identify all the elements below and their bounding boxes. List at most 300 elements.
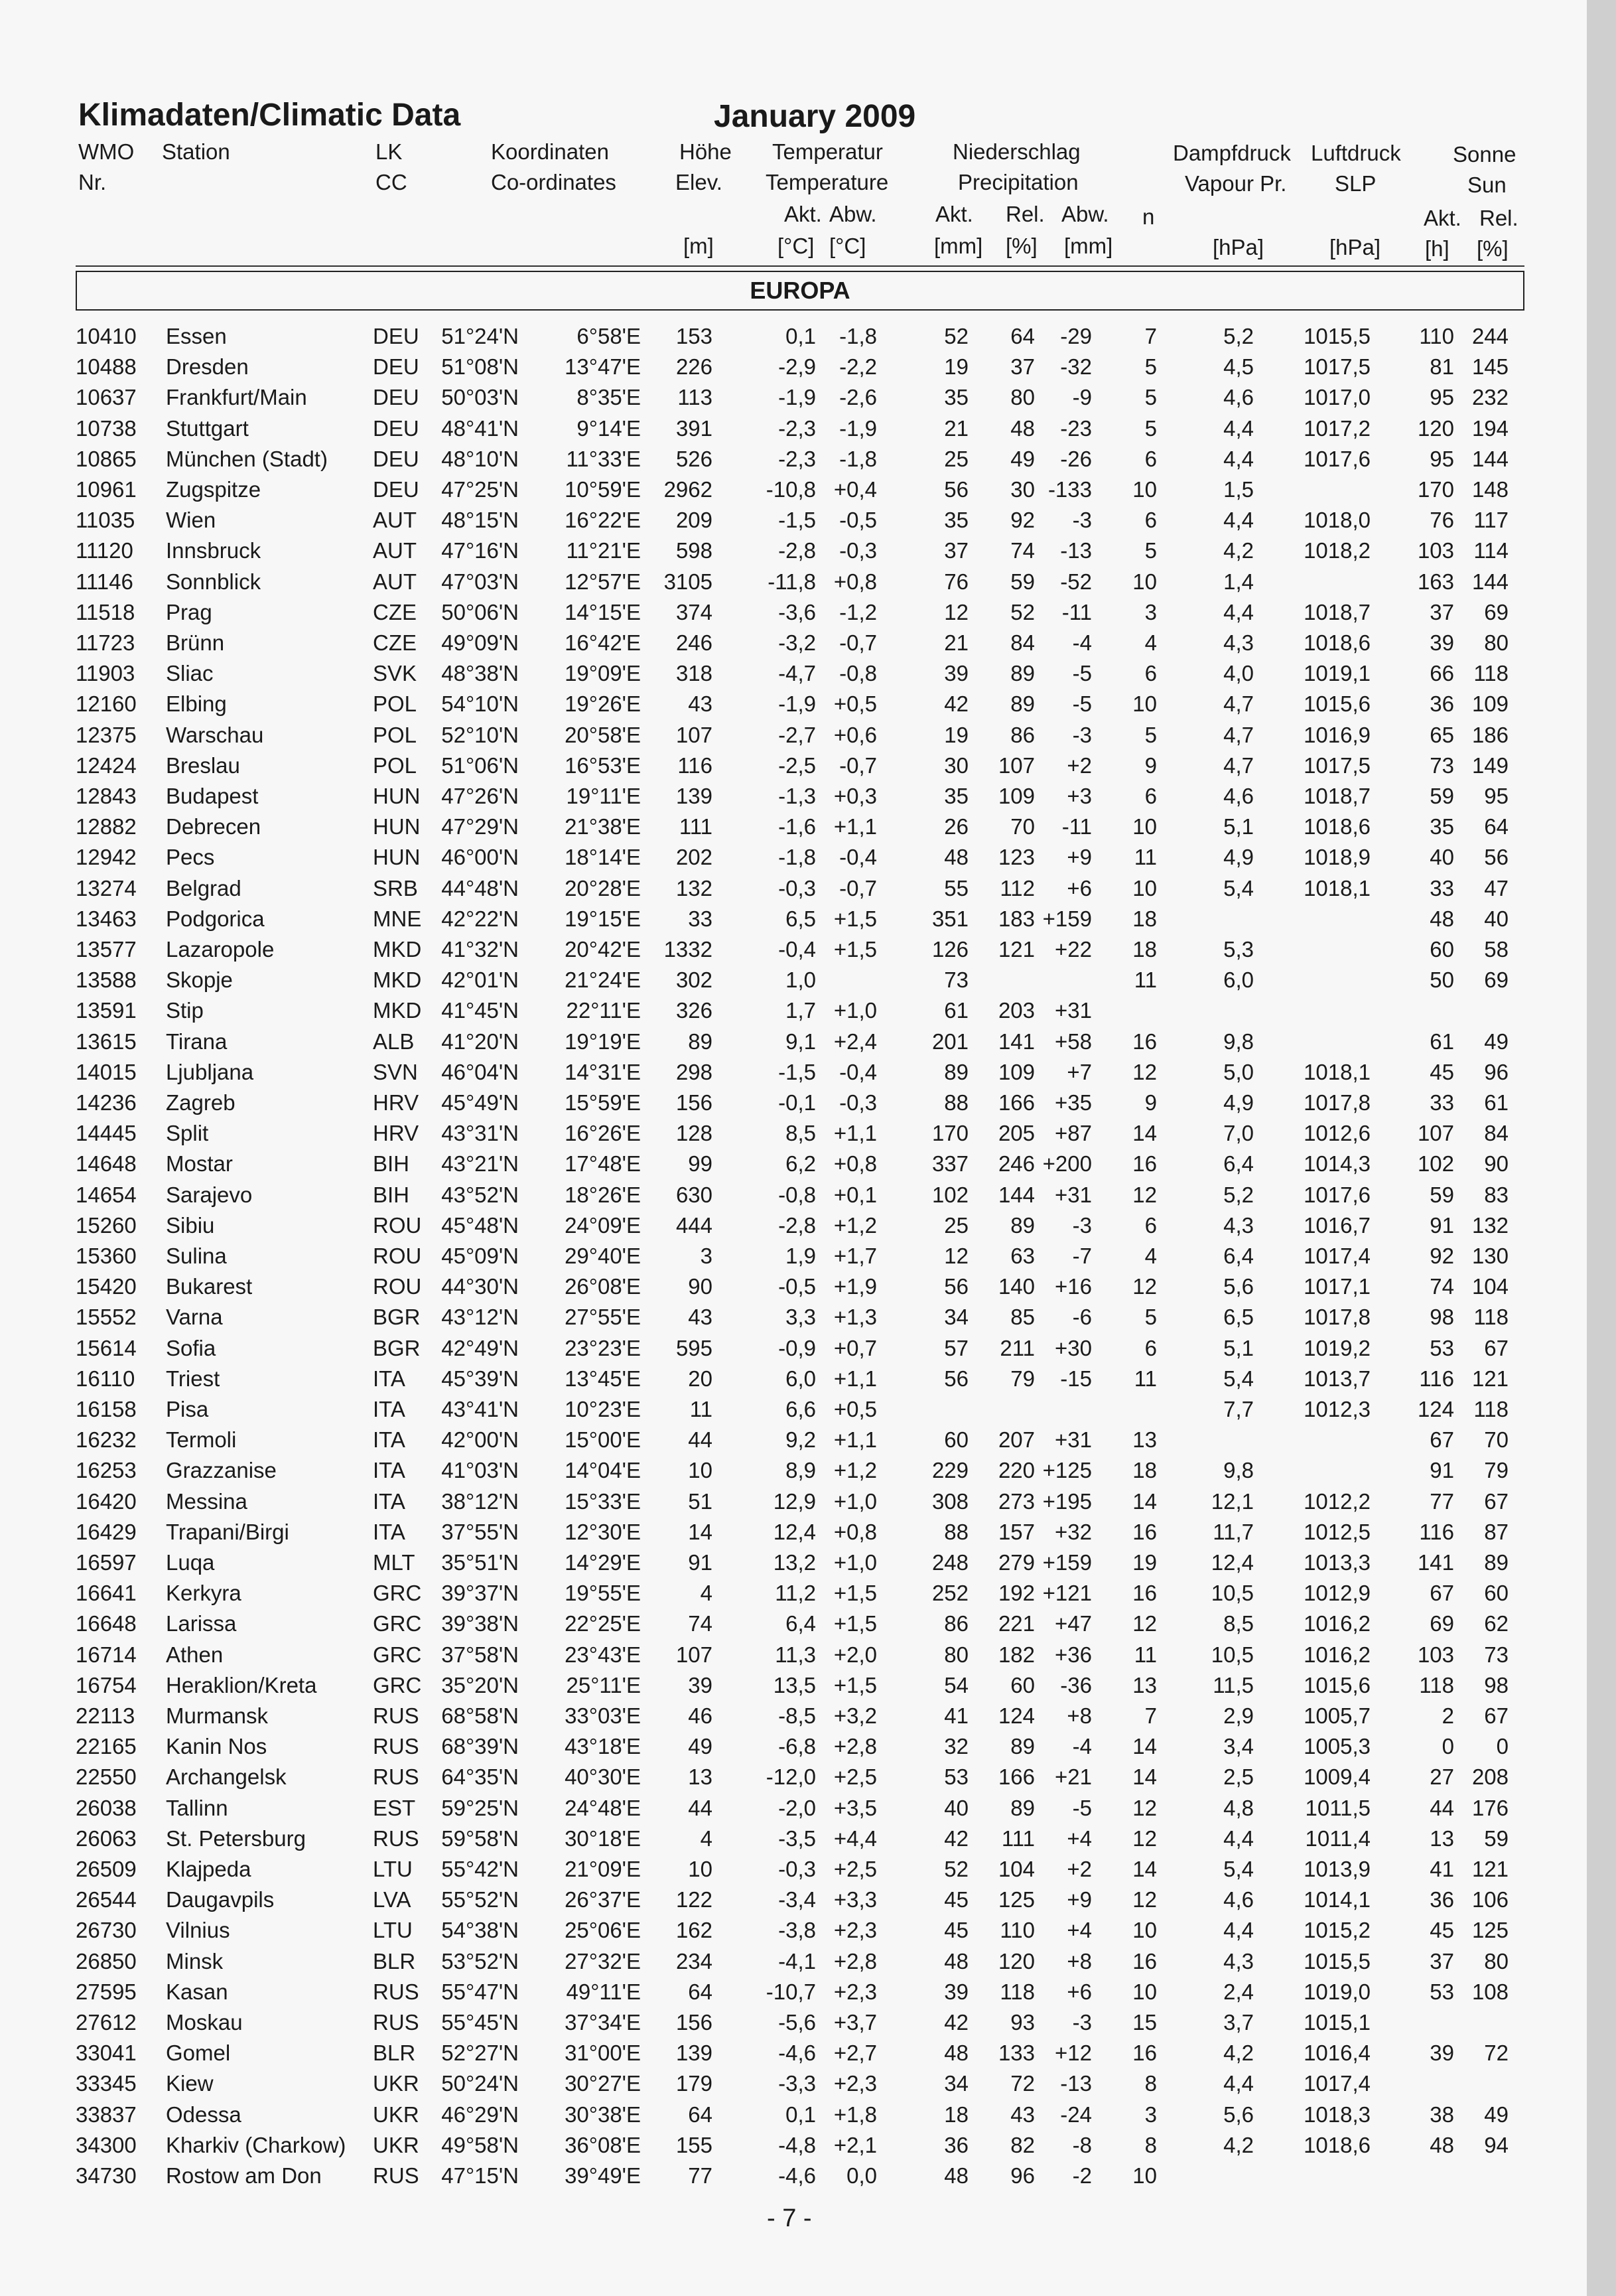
vapour-pr-cell: 4,3 bbox=[1223, 630, 1254, 655]
vapour-pr-cell: 5,6 bbox=[1223, 1274, 1254, 1299]
temp-akt-cell: 12,9 bbox=[773, 1489, 816, 1514]
precip-rel-cell: 104 bbox=[998, 1857, 1035, 1881]
vapour-pr-cell: 4,6 bbox=[1223, 784, 1254, 808]
slp-cell: 1015,1 bbox=[1304, 2010, 1371, 2035]
wmo-number-cell: 16754 bbox=[76, 1673, 137, 1697]
elevation-cell: 391 bbox=[675, 416, 712, 441]
sun-akt-cell: 77 bbox=[1430, 1489, 1454, 1514]
longitude-cell: 40°30'E bbox=[565, 1764, 641, 1789]
temp-akt-cell: -4,6 bbox=[778, 2163, 816, 2188]
wmo-number-cell: 15420 bbox=[76, 1274, 137, 1299]
table-row bbox=[0, 413, 1587, 444]
precip-rel-cell: 205 bbox=[998, 1121, 1035, 1145]
precip-akt-cell: 53 bbox=[944, 1764, 969, 1789]
country-code-cell: HUN bbox=[373, 814, 421, 839]
table-row bbox=[0, 720, 1587, 751]
sun-rel-cell: 244 bbox=[1471, 324, 1509, 348]
vapour-pr-cell: 5,4 bbox=[1223, 876, 1254, 900]
table-row bbox=[0, 1609, 1587, 1639]
elevation-cell: 234 bbox=[675, 1949, 712, 1973]
slp-cell: 1018,7 bbox=[1304, 784, 1371, 808]
sun-rel-cell: 132 bbox=[1471, 1213, 1509, 1238]
wmo-number-cell: 13588 bbox=[76, 968, 137, 992]
precip-days-cell: 10 bbox=[1132, 814, 1157, 839]
vapour-pr-cell: 9,8 bbox=[1223, 1458, 1254, 1482]
temp-abw-cell: +2,3 bbox=[833, 2071, 877, 2096]
elevation-cell: 226 bbox=[675, 354, 712, 379]
temp-akt-cell: -2,8 bbox=[778, 1213, 816, 1238]
sun-akt-cell: 92 bbox=[1430, 1244, 1454, 1268]
temp-akt-cell: -4,6 bbox=[778, 2041, 816, 2065]
col-nr: Nr. bbox=[78, 170, 107, 194]
country-code-cell: GRC bbox=[373, 1611, 422, 1636]
col-station: Station bbox=[162, 139, 230, 164]
elevation-cell: 91 bbox=[688, 1550, 712, 1575]
precip-days-cell: 13 bbox=[1132, 1673, 1157, 1697]
station-name-cell: Luqa bbox=[166, 1550, 215, 1575]
wmo-number-cell: 15552 bbox=[76, 1305, 137, 1329]
precip-rel-cell: 166 bbox=[998, 1764, 1035, 1789]
precip-abw-cell: -32 bbox=[1060, 354, 1092, 379]
longitude-cell: 20°58'E bbox=[565, 723, 641, 747]
latitude-cell: 37°58'N bbox=[441, 1642, 519, 1667]
precip-akt-cell: 19 bbox=[944, 723, 969, 747]
precip-akt-cell: 19 bbox=[944, 354, 969, 379]
station-name-cell: Ljubljana bbox=[166, 1060, 254, 1084]
vapour-pr-cell: 4,4 bbox=[1223, 1826, 1254, 1851]
temp-abw-cell: +1,1 bbox=[833, 1366, 877, 1391]
station-name-cell: Sibiu bbox=[166, 1213, 215, 1238]
temp-akt-cell: -2,3 bbox=[778, 416, 816, 441]
sun-rel-cell: 56 bbox=[1484, 845, 1509, 869]
wmo-number-cell: 15614 bbox=[76, 1336, 137, 1360]
precip-akt-cell: 30 bbox=[944, 753, 969, 778]
page-title: Klimadaten/Climatic Data bbox=[78, 98, 461, 133]
vapour-pr-cell: 4,4 bbox=[1223, 2071, 1254, 2096]
precip-rel-cell: 64 bbox=[1010, 324, 1035, 348]
table-row bbox=[0, 1854, 1587, 1885]
station-name-cell: München (Stadt) bbox=[166, 447, 328, 471]
elevation-cell: 10 bbox=[688, 1458, 712, 1482]
vapour-pr-cell: 10,5 bbox=[1211, 1642, 1254, 1667]
country-code-cell: ITA bbox=[373, 1458, 405, 1482]
longitude-cell: 33°03'E bbox=[565, 1703, 641, 1728]
wmo-number-cell: 12424 bbox=[76, 753, 137, 778]
slp-cell: 1017,0 bbox=[1304, 385, 1371, 409]
sun-akt-cell: 95 bbox=[1430, 385, 1454, 409]
station-name-cell: Minsk bbox=[166, 1949, 224, 1973]
slp-cell: 1012,5 bbox=[1304, 1520, 1371, 1544]
precip-days-cell: 12 bbox=[1132, 1183, 1157, 1207]
elevation-cell: 374 bbox=[675, 600, 712, 624]
precip-akt-cell: 201 bbox=[931, 1029, 969, 1054]
precip-akt-cell: 60 bbox=[944, 1427, 969, 1452]
temp-abw-cell: -1,9 bbox=[839, 416, 877, 441]
wmo-number-cell: 27612 bbox=[76, 2010, 137, 2035]
wmo-number-cell: 33837 bbox=[76, 2102, 137, 2127]
vapour-pr-cell: 4,7 bbox=[1223, 753, 1254, 778]
precip-akt-cell: 32 bbox=[944, 1734, 969, 1758]
country-code-cell: LTU bbox=[373, 1918, 413, 1942]
country-code-cell: HUN bbox=[373, 845, 421, 869]
vapour-pr-cell: 6,0 bbox=[1223, 968, 1254, 992]
precip-akt-cell: 55 bbox=[944, 876, 969, 900]
precip-days-cell: 7 bbox=[1144, 1703, 1157, 1728]
precip-days-cell: 16 bbox=[1132, 1949, 1157, 1973]
precip-akt-cell: 21 bbox=[944, 416, 969, 441]
vapour-pr-cell: 11,7 bbox=[1213, 1520, 1254, 1544]
precip-days-cell: 10 bbox=[1132, 1979, 1157, 2004]
longitude-cell: 13°45'E bbox=[565, 1366, 641, 1391]
slp-cell: 1005,3 bbox=[1304, 1734, 1371, 1758]
station-name-cell: Kerkyra bbox=[166, 1581, 241, 1605]
table-row bbox=[0, 1731, 1587, 1762]
country-code-cell: ROU bbox=[373, 1213, 422, 1238]
wmo-number-cell: 13463 bbox=[76, 906, 137, 931]
temp-abw-cell: +1,1 bbox=[833, 1427, 877, 1452]
temp-akt-cell: -3,5 bbox=[778, 1826, 816, 1851]
elevation-cell: 139 bbox=[675, 2041, 712, 2065]
precip-rel-cell: 110 bbox=[1000, 1918, 1035, 1942]
temp-akt-cell: -2,0 bbox=[778, 1796, 816, 1820]
table-row bbox=[0, 1333, 1587, 1364]
sun-rel-cell: 149 bbox=[1471, 753, 1509, 778]
sun-akt-cell: 36 bbox=[1430, 691, 1454, 716]
precip-akt-cell: 21 bbox=[944, 630, 969, 655]
vapour-pr-cell: 9,8 bbox=[1223, 1029, 1254, 1054]
latitude-cell: 35°20'N bbox=[441, 1673, 519, 1697]
temp-akt-cell: -0,3 bbox=[778, 876, 816, 900]
slp-cell: 1018,7 bbox=[1304, 600, 1371, 624]
sun-rel-cell: 0 bbox=[1496, 1734, 1509, 1758]
precip-rel-cell: 120 bbox=[998, 1949, 1035, 1973]
precip-abw-cell: +6 bbox=[1067, 876, 1092, 900]
country-code-cell: CZE bbox=[373, 630, 417, 655]
col-temp-akt: Akt. bbox=[784, 202, 822, 226]
temp-abw-cell: -2,6 bbox=[839, 385, 877, 409]
station-name-cell: Belgrad bbox=[166, 876, 241, 900]
elevation-cell: 89 bbox=[688, 1029, 712, 1054]
precip-akt-cell: 86 bbox=[944, 1611, 969, 1636]
latitude-cell: 43°31'N bbox=[441, 1121, 519, 1145]
wmo-number-cell: 26038 bbox=[76, 1796, 137, 1820]
temp-akt-cell: 11,3 bbox=[775, 1642, 816, 1667]
sun-rel-cell: 108 bbox=[1471, 1979, 1509, 2004]
precip-days-cell: 16 bbox=[1132, 1151, 1157, 1176]
station-name-cell: Archangelsk bbox=[166, 1764, 287, 1789]
elevation-cell: 156 bbox=[675, 1090, 712, 1115]
country-code-cell: DEU bbox=[373, 324, 419, 348]
precip-days-cell: 18 bbox=[1132, 937, 1157, 962]
precip-abw-cell: -3 bbox=[1072, 1213, 1092, 1238]
country-code-cell: RUS bbox=[373, 2010, 419, 2035]
precip-rel-cell: 125 bbox=[998, 1887, 1035, 1912]
sun-rel-cell: 72 bbox=[1484, 2041, 1509, 2065]
precip-days-cell: 3 bbox=[1144, 600, 1157, 624]
longitude-cell: 16°22'E bbox=[565, 508, 641, 532]
sun-akt-cell: 45 bbox=[1430, 1918, 1454, 1942]
precip-abw-cell: -3 bbox=[1072, 508, 1092, 532]
station-name-cell: Kasan bbox=[166, 1979, 228, 2004]
elevation-cell: 13 bbox=[688, 1764, 712, 1789]
latitude-cell: 42°01'N bbox=[441, 968, 519, 992]
precip-rel-cell: 49 bbox=[1010, 447, 1035, 471]
table-row bbox=[0, 1578, 1587, 1609]
slp-cell: 1005,7 bbox=[1304, 1703, 1371, 1728]
table-row bbox=[0, 2100, 1587, 2130]
precip-rel-cell: 141 bbox=[998, 1029, 1035, 1054]
temp-akt-cell: -11,8 bbox=[768, 569, 816, 594]
slp-cell: 1018,1 bbox=[1304, 876, 1371, 900]
precip-rel-cell: 52 bbox=[1010, 600, 1035, 624]
latitude-cell: 68°58'N bbox=[441, 1703, 519, 1728]
precip-rel-cell: 273 bbox=[998, 1489, 1035, 1514]
precip-days-cell: 11 bbox=[1134, 1366, 1157, 1391]
temp-akt-cell: -0,3 bbox=[778, 1857, 816, 1881]
vapour-pr-cell: 2,5 bbox=[1223, 1764, 1254, 1789]
sun-rel-cell: 144 bbox=[1471, 569, 1509, 594]
temp-abw-cell: +2,8 bbox=[833, 1734, 877, 1758]
col-dampfdruck: Dampfdruck bbox=[1173, 141, 1291, 165]
precip-abw-cell: +31 bbox=[1055, 1183, 1092, 1207]
table-row bbox=[0, 2038, 1587, 2068]
precip-abw-cell: +16 bbox=[1055, 1274, 1092, 1299]
slp-cell: 1018,2 bbox=[1304, 538, 1371, 563]
temp-akt-cell: -2,8 bbox=[778, 538, 816, 563]
temp-akt-cell: -1,5 bbox=[778, 1060, 816, 1084]
precip-akt-cell: 34 bbox=[944, 2071, 969, 2096]
precip-akt-cell: 48 bbox=[944, 2163, 969, 2188]
vapour-pr-cell: 4,2 bbox=[1223, 2041, 1254, 2065]
sun-akt-cell: 116 bbox=[1419, 1366, 1454, 1391]
country-code-cell: RUS bbox=[373, 1734, 419, 1758]
sun-rel-cell: 109 bbox=[1471, 691, 1509, 716]
slp-cell: 1017,6 bbox=[1304, 447, 1371, 471]
latitude-cell: 44°48'N bbox=[441, 876, 519, 900]
precip-rel-cell: 43 bbox=[1010, 2102, 1035, 2127]
precip-abw-cell: -13 bbox=[1060, 2071, 1092, 2096]
temp-abw-cell: -1,8 bbox=[839, 324, 877, 348]
temp-abw-cell: -0,3 bbox=[839, 538, 877, 563]
latitude-cell: 35°51'N bbox=[441, 1550, 519, 1575]
temp-abw-cell: +2,3 bbox=[833, 1979, 877, 2004]
station-name-cell: St. Petersburg bbox=[166, 1826, 306, 1851]
country-code-cell: DEU bbox=[373, 416, 419, 441]
sun-rel-cell: 130 bbox=[1471, 1244, 1509, 1268]
wmo-number-cell: 26850 bbox=[76, 1949, 137, 1973]
elevation-cell: 630 bbox=[675, 1183, 712, 1207]
precip-rel-cell: 93 bbox=[1010, 2010, 1035, 2035]
precip-akt-cell: 42 bbox=[944, 2010, 969, 2035]
longitude-cell: 24°09'E bbox=[565, 1213, 641, 1238]
precip-rel-cell: 80 bbox=[1010, 385, 1035, 409]
country-code-cell: RUS bbox=[373, 1703, 419, 1728]
station-name-cell: Moskau bbox=[166, 2010, 243, 2035]
precip-days-cell: 8 bbox=[1144, 2071, 1157, 2096]
latitude-cell: 53°52'N bbox=[441, 1949, 519, 1973]
temp-abw-cell: +0,1 bbox=[833, 1183, 877, 1207]
elevation-cell: 51 bbox=[688, 1489, 712, 1514]
elevation-cell: 153 bbox=[675, 324, 712, 348]
wmo-number-cell: 13577 bbox=[76, 937, 137, 962]
latitude-cell: 43°52'N bbox=[441, 1183, 519, 1207]
temp-akt-cell: 0,1 bbox=[785, 2102, 816, 2127]
latitude-cell: 42°49'N bbox=[441, 1336, 519, 1360]
precip-rel-cell: 63 bbox=[1010, 1244, 1035, 1268]
table-row bbox=[0, 444, 1587, 474]
table-row bbox=[0, 873, 1587, 904]
sun-akt-cell: 53 bbox=[1430, 1979, 1454, 2004]
table-row bbox=[0, 1302, 1587, 1332]
vapour-pr-cell: 4,5 bbox=[1223, 354, 1254, 379]
precip-days-cell: 6 bbox=[1144, 447, 1157, 471]
temp-abw-cell: +0,5 bbox=[833, 1397, 877, 1421]
vapour-pr-cell: 4,8 bbox=[1223, 1796, 1254, 1820]
sun-akt-cell: 48 bbox=[1430, 906, 1454, 931]
latitude-cell: 64°35'N bbox=[441, 1764, 519, 1789]
precip-akt-cell: 26 bbox=[944, 814, 969, 839]
latitude-cell: 42°22'N bbox=[441, 906, 519, 931]
longitude-cell: 10°23'E bbox=[565, 1397, 641, 1421]
precip-abw-cell: -26 bbox=[1060, 447, 1092, 471]
longitude-cell: 16°53'E bbox=[565, 753, 641, 778]
latitude-cell: 39°38'N bbox=[441, 1611, 519, 1636]
elevation-cell: 2962 bbox=[663, 477, 712, 502]
precip-days-cell: 11 bbox=[1134, 968, 1157, 992]
sun-rel-cell: 148 bbox=[1471, 477, 1509, 502]
country-code-cell: DEU bbox=[373, 477, 419, 502]
longitude-cell: 12°57'E bbox=[565, 569, 641, 594]
precip-rel-cell: 182 bbox=[998, 1642, 1035, 1667]
station-name-cell: Murmansk bbox=[166, 1703, 269, 1728]
country-code-cell: MKD bbox=[373, 998, 422, 1023]
sun-rel-cell: 121 bbox=[1471, 1857, 1509, 1881]
precip-rel-cell: 124 bbox=[998, 1703, 1035, 1728]
temp-abw-cell: +0,6 bbox=[833, 723, 877, 747]
station-name-cell: Messina bbox=[166, 1489, 247, 1514]
precip-rel-cell: 89 bbox=[1010, 1213, 1035, 1238]
sun-akt-cell: 40 bbox=[1430, 845, 1454, 869]
precip-days-cell: 6 bbox=[1144, 508, 1157, 532]
precip-abw-cell: +9 bbox=[1067, 845, 1092, 869]
col-temperature: Temperature bbox=[766, 170, 889, 194]
temp-akt-cell: 1,7 bbox=[785, 998, 816, 1023]
station-name-cell: Larissa bbox=[166, 1611, 237, 1636]
longitude-cell: 19°11'E bbox=[566, 784, 641, 808]
col-sun-rel: Rel. bbox=[1479, 206, 1518, 230]
station-name-cell: Breslau bbox=[166, 753, 240, 778]
country-code-cell: GRC bbox=[373, 1581, 422, 1605]
temp-akt-cell: 13,5 bbox=[773, 1673, 816, 1697]
unit-vapour-hpa: [hPa] bbox=[1213, 235, 1264, 259]
precip-akt-cell: 12 bbox=[944, 1244, 969, 1268]
precip-days-cell: 11 bbox=[1134, 1642, 1157, 1667]
sun-akt-cell: 170 bbox=[1417, 477, 1454, 502]
sun-akt-cell: 61 bbox=[1430, 1029, 1454, 1054]
latitude-cell: 55°42'N bbox=[441, 1857, 519, 1881]
precip-akt-cell: 229 bbox=[931, 1458, 969, 1482]
temp-akt-cell: 0,1 bbox=[785, 324, 816, 348]
wmo-number-cell: 16648 bbox=[76, 1611, 137, 1636]
precip-akt-cell: 56 bbox=[944, 1366, 969, 1391]
period-title: January 2009 bbox=[714, 99, 916, 134]
precip-rel-cell: 92 bbox=[1010, 508, 1035, 532]
wmo-number-cell: 11120 bbox=[76, 538, 133, 563]
table-row bbox=[0, 597, 1587, 628]
wmo-number-cell: 22113 bbox=[76, 1703, 135, 1728]
slp-cell: 1012,3 bbox=[1304, 1397, 1371, 1421]
longitude-cell: 19°26'E bbox=[565, 691, 641, 716]
precip-rel-cell: 84 bbox=[1010, 630, 1035, 655]
longitude-cell: 19°55'E bbox=[565, 1581, 641, 1605]
slp-cell: 1012,9 bbox=[1304, 1581, 1371, 1605]
station-name-cell: Sarajevo bbox=[166, 1183, 253, 1207]
table-row bbox=[0, 1946, 1587, 1977]
vapour-pr-cell: 5,2 bbox=[1223, 1183, 1254, 1207]
wmo-number-cell: 12160 bbox=[76, 691, 137, 716]
precip-abw-cell: -6 bbox=[1072, 1305, 1092, 1329]
temp-abw-cell: +2,0 bbox=[833, 1642, 877, 1667]
precip-rel-cell: 221 bbox=[998, 1611, 1035, 1636]
table-row bbox=[0, 567, 1587, 597]
header-rule bbox=[76, 265, 1524, 267]
sun-akt-cell: 0 bbox=[1442, 1734, 1454, 1758]
longitude-cell: 9°14'E bbox=[576, 416, 641, 441]
temp-akt-cell: -10,8 bbox=[766, 477, 816, 502]
sun-akt-cell: 13 bbox=[1430, 1826, 1454, 1851]
col-sun: Sun bbox=[1467, 173, 1507, 197]
precip-days-cell: 6 bbox=[1144, 661, 1157, 685]
precip-days-cell: 16 bbox=[1132, 1520, 1157, 1544]
precip-rel-cell: 220 bbox=[998, 1458, 1035, 1482]
precip-rel-cell: 74 bbox=[1010, 538, 1035, 563]
precip-abw-cell: -29 bbox=[1060, 324, 1092, 348]
country-code-cell: UKR bbox=[373, 2071, 419, 2096]
latitude-cell: 37°55'N bbox=[441, 1520, 519, 1544]
latitude-cell: 43°21'N bbox=[441, 1151, 519, 1176]
table-row bbox=[0, 1915, 1587, 1946]
country-code-cell: SVN bbox=[373, 1060, 418, 1084]
longitude-cell: 16°26'E bbox=[565, 1121, 641, 1145]
longitude-cell: 18°26'E bbox=[565, 1183, 641, 1207]
slp-cell: 1016,9 bbox=[1304, 723, 1371, 747]
sun-rel-cell: 67 bbox=[1484, 1703, 1509, 1728]
unit-precip-mm: [mm] bbox=[934, 234, 983, 258]
vapour-pr-cell: 4,4 bbox=[1223, 447, 1254, 471]
elevation-cell: 128 bbox=[675, 1121, 712, 1145]
precip-akt-cell: 25 bbox=[944, 1213, 969, 1238]
sun-akt-cell: 73 bbox=[1430, 753, 1454, 778]
wmo-number-cell: 22165 bbox=[76, 1734, 137, 1758]
temp-akt-cell: -0,5 bbox=[778, 1274, 816, 1299]
table-row bbox=[0, 751, 1587, 781]
sun-akt-cell: 53 bbox=[1430, 1336, 1454, 1360]
temp-akt-cell: 8,5 bbox=[785, 1121, 816, 1145]
sun-rel-cell: 67 bbox=[1484, 1336, 1509, 1360]
sun-akt-cell: 91 bbox=[1430, 1213, 1454, 1238]
temp-abw-cell: +1,8 bbox=[833, 2102, 877, 2127]
longitude-cell: 21°09'E bbox=[565, 1857, 641, 1881]
sun-akt-cell: 76 bbox=[1430, 508, 1454, 532]
wmo-number-cell: 12942 bbox=[76, 845, 137, 869]
sun-akt-cell: 2 bbox=[1442, 1703, 1454, 1728]
vapour-pr-cell: 5,3 bbox=[1223, 937, 1254, 962]
sun-rel-cell: 118 bbox=[1473, 661, 1509, 685]
temp-abw-cell: -0,4 bbox=[839, 845, 877, 869]
wmo-number-cell: 14654 bbox=[76, 1183, 137, 1207]
slp-cell: 1012,2 bbox=[1304, 1489, 1371, 1514]
temp-abw-cell: +2,3 bbox=[833, 1918, 877, 1942]
